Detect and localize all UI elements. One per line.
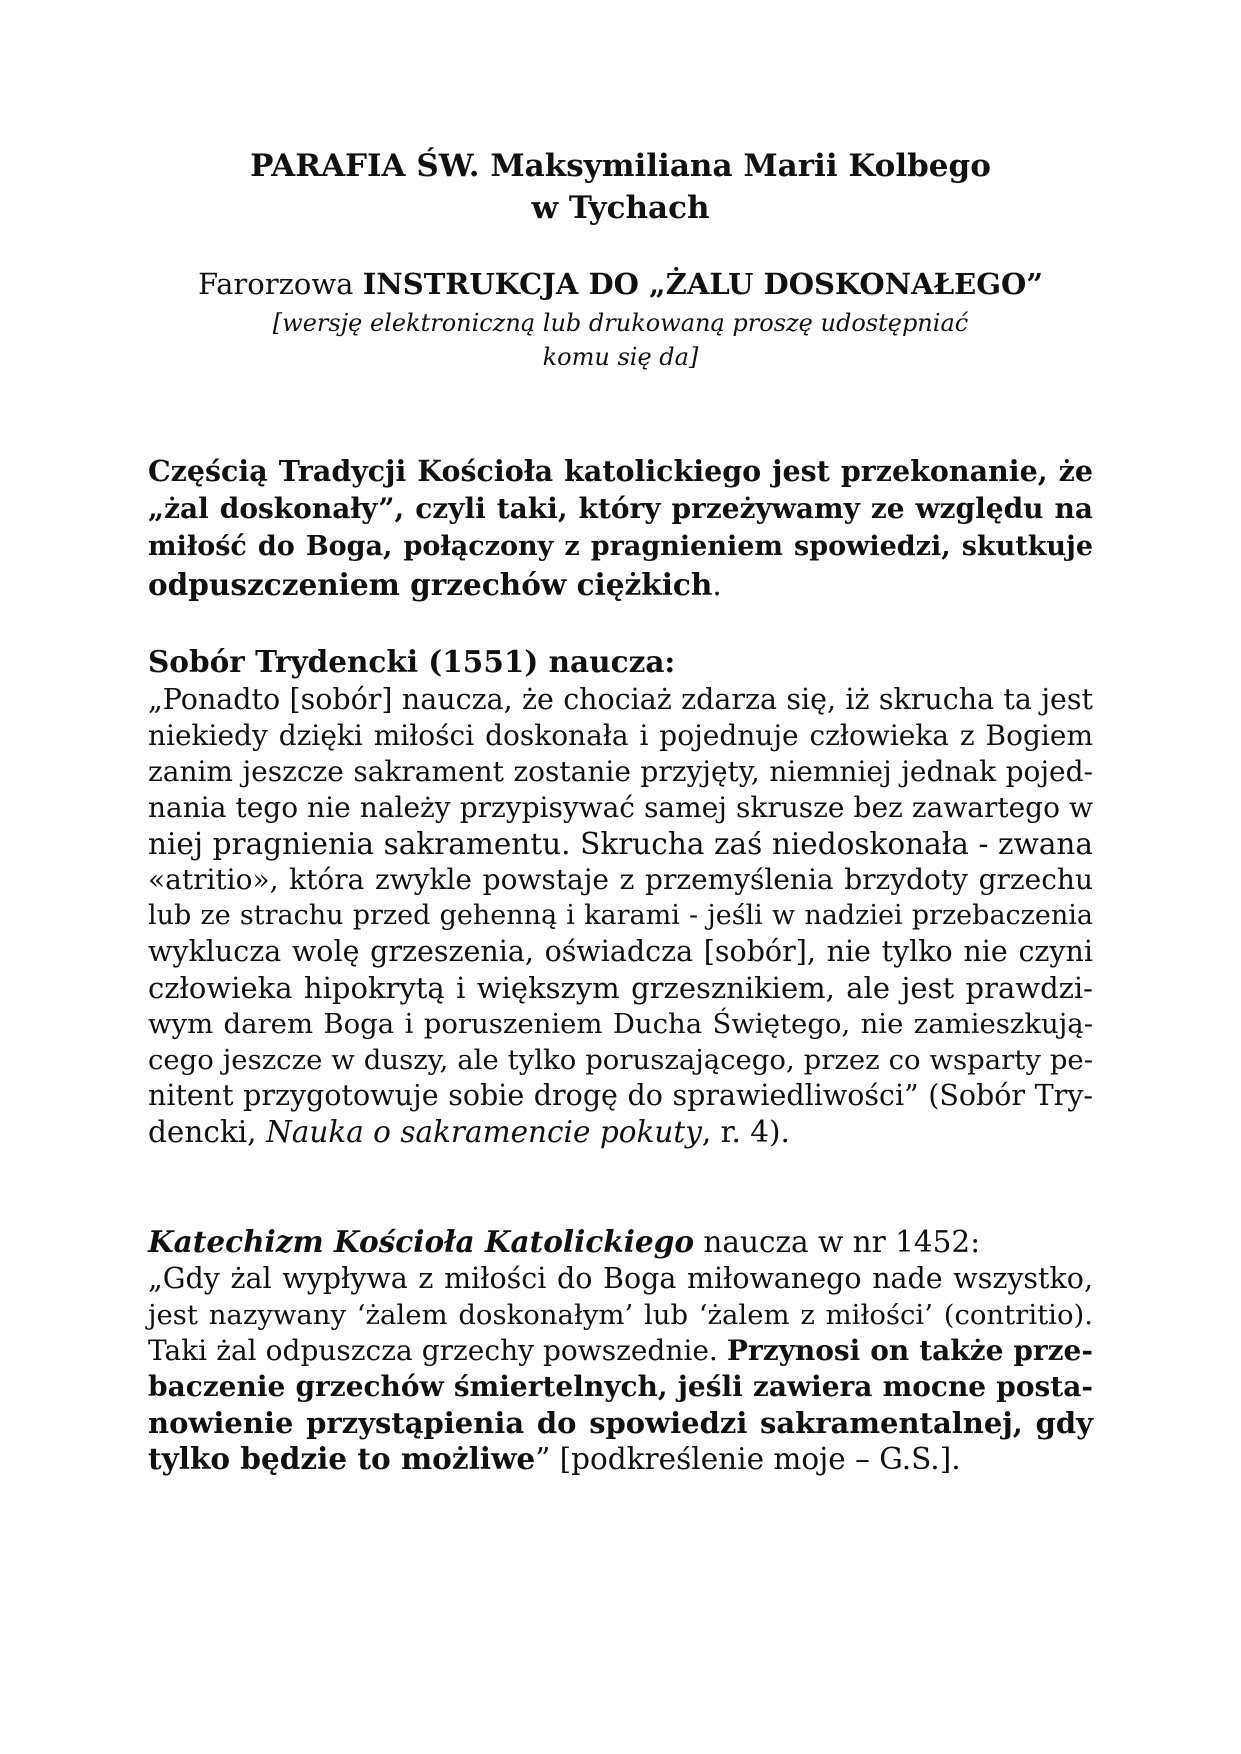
sobor-quote — [148, 682, 1093, 1150]
sharing-note-line-1: [wersję elektroniczną lub drukowaną proszę udostępniać — [272, 309, 969, 337]
kkk-heading-line — [148, 1224, 1093, 1260]
sobor-line: cego jeszcze w duszy, ale tylko poruszającego, przez co wsparty pe- — [148, 1044, 1093, 1076]
document-title — [0, 264, 1241, 304]
sobor-line: zanim jeszcze sakrament zostanie przyjęty, niemniej jednak pojed- — [148, 755, 1093, 788]
title-main: INSTRUKCJA DO „ŻALU DOSKONAŁEGO” — [362, 267, 1043, 301]
intro-line-text: odpuszczeniem grzechów ciężkich — [148, 567, 713, 602]
kkk-line6-rest: ” [podkreślenie moje – G.S.]. — [535, 1442, 961, 1476]
sobor-citation-prefix: dencki, — [148, 1115, 266, 1149]
kkk-heading — [148, 1224, 1093, 1260]
title-prefix: Farorzowa — [197, 267, 363, 301]
sobor-citation-suffix: , r. 4). — [701, 1115, 790, 1149]
intro-line: miłość do Boga, połączony z pragnieniem spowiedzi, skutkuje — [148, 531, 1093, 562]
kkk-line: „Gdy żal wypływa z miłości do Boga miłowanego nade wszystko, — [148, 1262, 1093, 1295]
sobor-line-last — [148, 1114, 1093, 1150]
kkk-line — [148, 1333, 1093, 1369]
sobor-citation-title: Nauka o sakramencie pokuty — [265, 1115, 702, 1149]
sobor-line: lub ze strachu przed gehenną i karami - jeśli w nadziei przebaczenia — [148, 900, 1093, 931]
kkk-line3-bold: Przynosi on także prze- — [726, 1334, 1093, 1367]
intro-line: „żal doskonały”, czyli taki, który przeżywamy ze względu na — [148, 492, 1093, 525]
sobor-line: «atritio», która zwykle powstaje z przemyślenia brzydoty grzechu — [148, 863, 1093, 896]
sobor-heading — [148, 644, 1093, 680]
intro-period: . — [712, 568, 722, 602]
sharing-note-line-2: komu się da] — [542, 343, 699, 371]
parish-location: w Tychach — [531, 190, 710, 226]
sobor-line: wyklucza wolę grzeszenia, oświadcza [sobór], nie tylko nie czyni — [148, 935, 1093, 968]
kkk-line: nowienie przystąpienia do spowiedzi sakramentalnej, gdy — [148, 1406, 1093, 1440]
kkk-line-last — [148, 1441, 1093, 1477]
parish-name: PARAFIA ŚW. Maksymiliana Marii Kolbego — [250, 148, 991, 184]
kkk-line3-normal: Taki żal odpuszcza grzechy powszednie. — [148, 1334, 727, 1367]
kkk-line: baczenie grzechów śmiertelnych, jeśli zawiera mocne posta- — [148, 1370, 1093, 1403]
sobor-line: niej pragnienia sakramentu. Skrucha zaś niedoskonała - zwana — [148, 827, 1093, 861]
sobor-line: niekiedy dzięki miłości doskonała i pojednuje człowieka z Bogiem — [148, 719, 1093, 752]
kkk-quote — [148, 1261, 1093, 1477]
kkk-line6-bold: tylko będzie to możliwe — [148, 1441, 536, 1476]
sobor-line: nitent przygotowuje sobie drogę do sprawiedliwości” (Sobór Try- — [148, 1079, 1093, 1112]
sobor-line: nania tego nie należy przypisywać samej skrusze bez zawartego w — [148, 791, 1093, 824]
kkk-line: jest nazywany ‘żalem doskonałym’ lub ‘żalem z miłości’ (contritio). — [148, 1299, 1093, 1331]
sobor-line: człowieka hipokrytą i większym grzesznikiem, ale jest prawdzi- — [148, 971, 1093, 1005]
intro-line — [148, 566, 1093, 604]
sobor-line: „Ponadto [sobór] naucza, że chociaż zdarza się, iż skrucha ta jest — [148, 683, 1093, 716]
intro-paragraph — [148, 452, 1093, 604]
sobor-line: wym darem Boga i poruszeniem Ducha Świętego, nie zamieszkują- — [148, 1008, 1093, 1040]
sobor-heading-text: Sobór Trydencki (1551) naucza: — [148, 644, 676, 679]
intro-line: Częścią Tradycji Kościoła katolickiego jest przekonanie, że — [148, 454, 1093, 488]
kkk-heading-title: Katechizm Kościoła Katolickiego — [148, 1224, 695, 1259]
kkk-heading-rest: naucza w nr 1452: — [694, 1225, 981, 1259]
